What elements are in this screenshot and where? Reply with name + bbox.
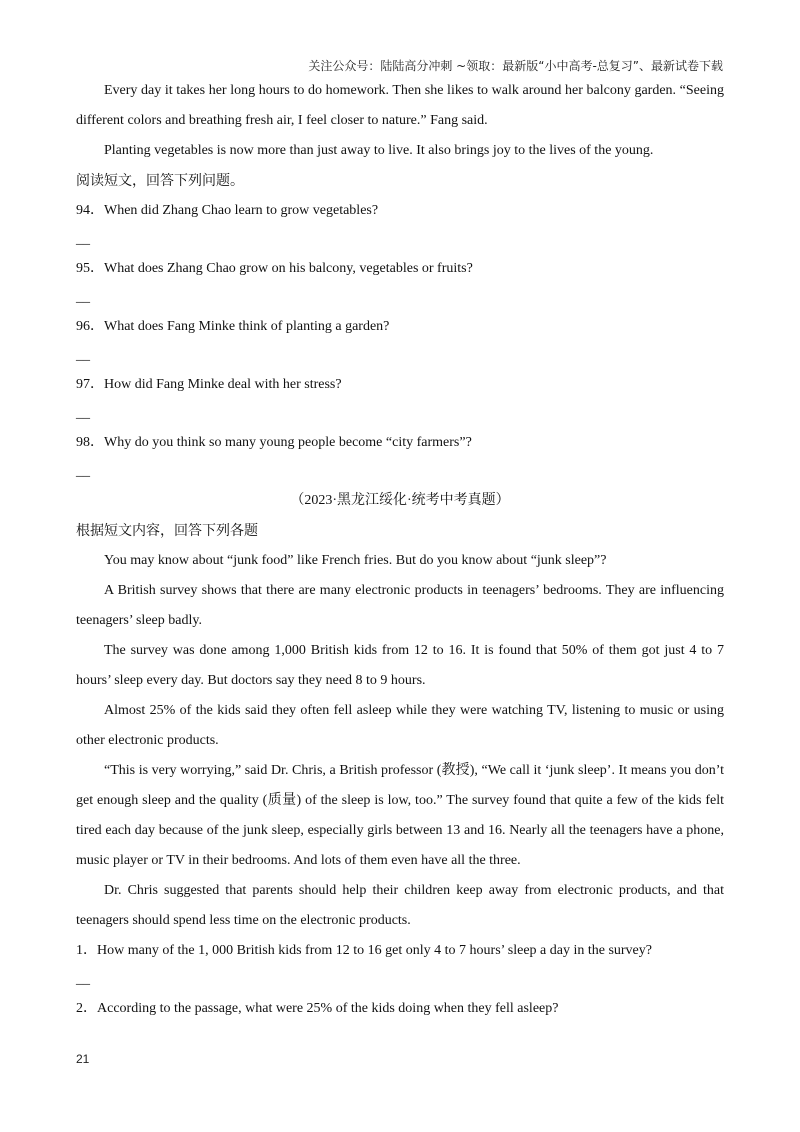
passage-paragraph: You may know about “junk food” like French fries. But do you know about “junk sleep”? — [104, 553, 607, 568]
answer-blank: __ — [76, 348, 90, 363]
page-number: 21 — [76, 1052, 90, 1066]
instruction-text: 根据短文内容，回答下列各题 — [76, 523, 258, 539]
source-label: （2023·黑龙江绥化·统考中考真题） — [290, 493, 510, 508]
passage-paragraph: Dr. Chris suggested that parents should help their children keep away from electronic products, and that teenagers should spend less time on the electronic products. — [76, 883, 724, 928]
question-97: 97．How did Fang Minke deal with her stress? — [76, 377, 342, 392]
answer-blank: __ — [76, 972, 90, 987]
passage-paragraph: Almost 25% of the kids said they often fell asleep while they were watching TV, listening to music or using other electronic products. — [76, 703, 724, 748]
answer-blank: __ — [76, 232, 90, 247]
answer-blank: __ — [76, 406, 90, 421]
page-header: 关注公众号：陆陆高分冲刺 ~领取：最新版“小中高考-总复习”、最新试卷下载 — [308, 59, 723, 73]
question-2: 2．According to the passage, what were 25% of the kids doing when they fell asleep? — [76, 1001, 559, 1016]
question-1: 1．How many of the 1, 000 British kids from 12 to 16 get only 4 to 7 hours’ sleep a day in the survey? — [76, 943, 652, 958]
question-95: 95．What does Zhang Chao grow on his balcony, vegetables or fruits? — [76, 261, 473, 276]
question-98: 98．Why do you think so many young people become “city farmers”? — [76, 435, 472, 450]
page-content — [76, 76, 724, 1024]
passage-paragraph: “This is very worrying,” said Dr. Chris, a British professor (教授), “We call it ‘junk sleep’. It means you don’t get enough sleep and the quality (质量) of the sleep is low, too.” The survey found that quite a few of the kids felt tired each day because of the junk sleep, especially girls between 13 and 16. Nearly all the teenagers have a phone, music player or TV in their bedrooms. And lots of them even have all the three. — [76, 763, 724, 868]
passage-paragraph: Every day it takes her long hours to do homework. Then she likes to walk around her balcony garden. “Seeing different colors and breathing fresh air, I feel closer to nature.” Fang said. — [76, 83, 724, 128]
answer-blank: __ — [76, 290, 90, 305]
instruction-text: 阅读短文，回答下列问题。 — [76, 173, 244, 189]
question-96: 96．What does Fang Minke think of planting a garden? — [76, 319, 390, 334]
passage-paragraph: Planting vegetables is now more than just away to live. It also brings joy to the lives of the young. — [104, 143, 654, 158]
question-94: 94．When did Zhang Chao learn to grow vegetables? — [76, 203, 379, 218]
passage-paragraph: A British survey shows that there are many electronic products in teenagers’ bedrooms. They are influencing teenagers’ sleep badly. — [76, 583, 724, 628]
answer-blank: __ — [76, 464, 90, 479]
passage-paragraph: The survey was done among 1,000 British kids from 12 to 16. It is found that 50% of them got just 4 to 7 hours’ sleep every day. But doctors say they need 8 to 9 hours. — [76, 643, 724, 688]
